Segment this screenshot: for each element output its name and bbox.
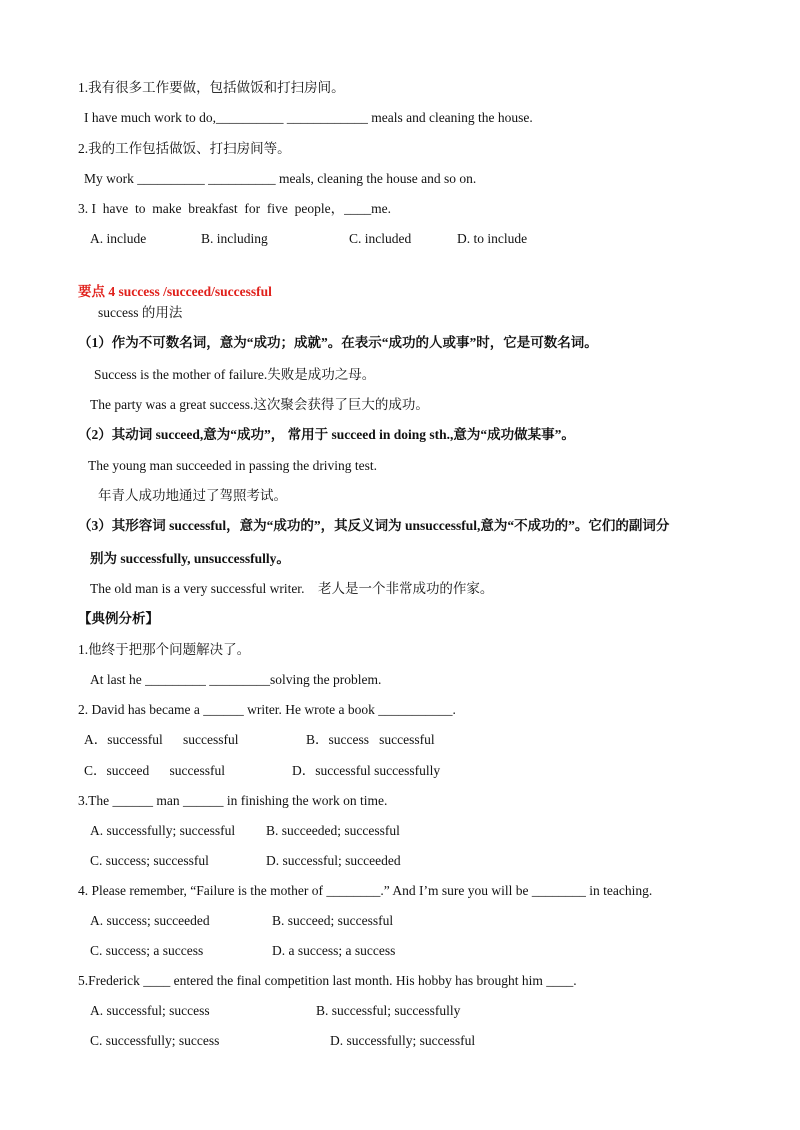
example-4-question: 4. Please remember, “Failure is the mother of ________.” And I’m sure you will be ________ in teaching.	[78, 883, 653, 898]
exercise-3-option-d: D. to include	[457, 231, 528, 246]
example-5-option-c: C. successfully; success	[90, 1033, 220, 1048]
examples-title: 【典例分析】	[78, 611, 159, 626]
example-5-option-b: B. successful; successfully	[316, 1003, 461, 1018]
exercise-1-chinese: 1.我有很多工作要做，包括做饭和打扫房间。	[78, 80, 345, 95]
example-2-option-b: B．success successful	[306, 732, 435, 747]
point-2-example-1-chinese: 年青人成功地通过了驾照考试。	[98, 488, 287, 503]
point-2: （2）其动词 succeed,意为“成功”， 常用于 succeed in doing sth.,意为“成功做某事”。	[78, 427, 575, 442]
exercise-1-english: I have much work to do,__________ ____________ meals and cleaning the house.	[84, 110, 533, 125]
example-4-option-d: D. a success; a success	[272, 943, 396, 958]
point-1: （1）作为不可数名词，意为“成功；成就”。在表示“成功的人或事”时，它是可数名词。	[78, 335, 598, 350]
usage-title: success 的用法	[98, 305, 183, 320]
exercise-2-english: My work __________ __________ meals, cleaning the house and so on.	[84, 171, 477, 186]
example-3-question: 3.The ______ man ______ in finishing the work on time.	[78, 793, 388, 808]
point-3-line-1: （3）其形容词 successful，意为“成功的”，其反义词为 unsuccessful,意为“不成功的”。它们的副词分	[78, 518, 670, 533]
point-2-example-1: The young man succeeded in passing the driving test.	[88, 458, 378, 473]
example-3-option-a: A. successfully; successful	[90, 823, 236, 838]
example-3-option-b: B. succeeded; successful	[266, 823, 400, 838]
exercise-3-question: 3. I have to make breakfast for five people，____me.	[78, 201, 392, 216]
example-2-option-a: A．successful successful	[84, 732, 239, 747]
example-4-option-c: C. success; a success	[90, 943, 204, 958]
exercise-3-option-a: A. include	[90, 231, 147, 246]
exercise-3-option-c: C. included	[349, 231, 412, 246]
example-4-option-b: B. succeed; successful	[272, 913, 394, 928]
example-2-option-d: D．successful successfully	[292, 763, 441, 778]
exercise-2-chinese: 2.我的工作包括做饭、打扫房间等。	[78, 141, 291, 156]
example-5-question: 5.Frederick ____ entered the final competition last month. His hobby has brought him ____.	[78, 973, 577, 988]
example-3-option-d: D. successful; succeeded	[266, 853, 401, 868]
example-4-option-a: A. success; succeeded	[90, 913, 210, 928]
example-2-option-c: C．succeed successful	[84, 763, 225, 778]
section-heading: 要点 4 success /succeed/successful	[78, 284, 272, 299]
example-2-question: 2. David has became a ______ writer. He wrote a book ___________.	[78, 702, 456, 717]
example-1-english: At last he _________ _________solving the problem.	[90, 672, 382, 687]
example-5-option-d: D. successfully; successful	[330, 1033, 476, 1048]
point-3-example-1: The old man is a very successful writer. 老人是一个非常成功的作家。	[90, 581, 494, 596]
example-5-option-a: A. successful; success	[90, 1003, 210, 1018]
exercise-3-option-b: B. including	[201, 231, 268, 246]
example-1-chinese: 1.他终于把那个问题解决了。	[78, 642, 251, 657]
example-3-option-c: C. success; successful	[90, 853, 209, 868]
point-1-example-1: Success is the mother of failure.失败是成功之母。	[94, 367, 376, 382]
point-1-example-2: The party was a great success.这次聚会获得了巨大的成功。	[90, 397, 429, 412]
point-3-line-2: 别为 successfully, unsuccessfully。	[90, 551, 290, 566]
